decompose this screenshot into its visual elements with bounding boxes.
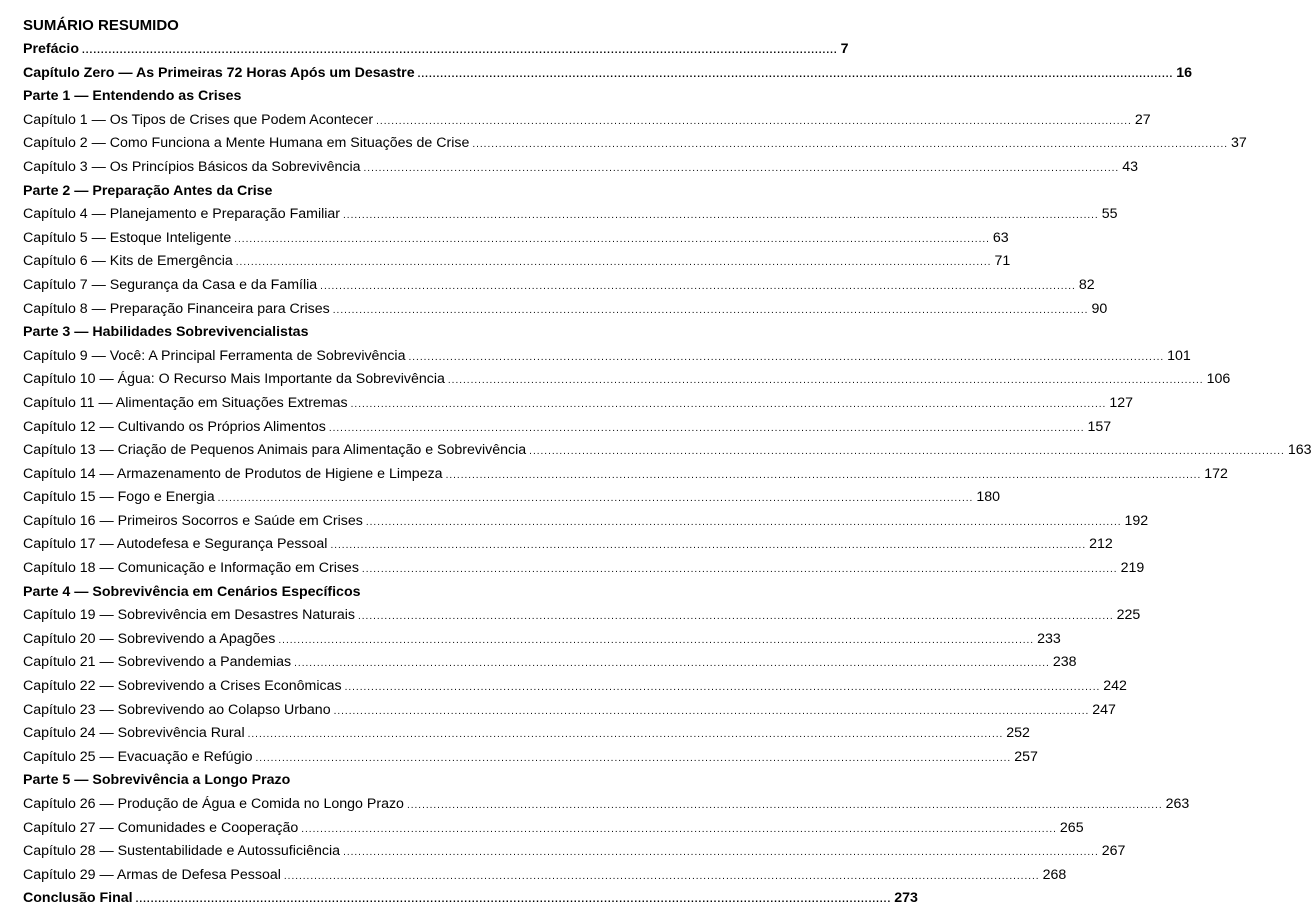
toc-entry-label: Capítulo 5 — Estoque Inteligente	[23, 229, 232, 246]
dot-leader: ........................................................................................................................................................................................................	[472, 139, 1229, 151]
toc-page-number: 252	[1006, 725, 1030, 742]
toc-entry[interactable]	[23, 463, 1228, 487]
dot-leader: ........................................................................................................................................................................................................	[343, 210, 1099, 222]
dot-leader: ........................................................................................................................................................................................................	[357, 611, 1114, 623]
toc-entry[interactable]	[23, 817, 1084, 841]
toc-entry[interactable]	[23, 557, 1145, 581]
toc-entry[interactable]	[23, 250, 1011, 274]
toc-page-number: 265	[1059, 819, 1084, 836]
toc-title: SUMÁRIO RESUMIDO	[23, 17, 179, 34]
toc-entry-label: Capítulo 27 — Comunidades e Cooperação	[23, 819, 299, 836]
dot-leader: ........................................................................................................................................................................................................	[363, 162, 1120, 174]
dot-leader: ........................................................................................................................................................................................................	[235, 257, 992, 269]
dot-leader: ........................................................................................................................................................................................................	[328, 422, 1085, 434]
dot-leader: ........................................................................................................................................................................................................	[408, 351, 1165, 363]
dot-leader: ........................................................................................................................................................................................................	[529, 446, 1285, 458]
table-of-contents	[23, 38, 1312, 911]
dot-leader: ........................................................................................................................................................................................................	[278, 634, 1035, 646]
toc-page-number: 157	[1087, 418, 1112, 435]
toc-part-heading[interactable]	[23, 321, 605, 345]
toc-entry-label: Capítulo 26 — Produção de Água e Comida no Longo Prazo	[23, 796, 404, 812]
toc-page-number: 267	[1101, 843, 1126, 860]
dot-leader: ........................................................................................................................................................................................................	[330, 540, 1087, 552]
toc-page-number: 43	[1122, 158, 1138, 175]
dot-leader: ........................................................................................................................................................................................................	[247, 729, 1004, 741]
toc-part-heading[interactable]	[23, 85, 605, 109]
toc-entry-label: Capítulo 29 — Armas de Defesa Pessoal	[23, 866, 281, 883]
toc-part-heading[interactable]	[23, 581, 605, 605]
dot-leader: ........................................................................................................................................................................................................	[320, 280, 1076, 292]
toc-entry[interactable]	[23, 345, 1191, 369]
toc-part-heading[interactable]	[23, 180, 605, 204]
toc-page-number: 192	[1124, 512, 1149, 529]
toc-entry[interactable]	[23, 132, 1247, 156]
toc-page-number: 225	[1116, 607, 1141, 624]
toc-page-number: 106	[1206, 371, 1231, 388]
toc-entry-label: Capítulo 7 — Segurança da Casa e da Família	[23, 276, 318, 293]
toc-page-number: 71	[994, 253, 1011, 270]
toc-page-number: 219	[1120, 560, 1145, 577]
toc-page-number: 16	[1176, 64, 1193, 81]
toc-entry-label: Capítulo 19 — Sobrevivência em Desastres Naturais	[23, 607, 355, 624]
toc-entry-label: Capítulo 15 — Fogo e Energia	[23, 489, 215, 506]
toc-entry-label: Capítulo 13 — Criação de Pequenos Animais para Alimentação e Sobrevivência	[23, 442, 527, 459]
toc-entry-label: Capítulo 4 — Planejamento e Preparação Familiar	[23, 206, 341, 223]
dot-leader: ........................................................................................................................................................................................................	[333, 705, 1090, 717]
toc-page-number: 268	[1042, 866, 1067, 883]
toc-entry-label: Capítulo 10 — Água: O Recurso Mais Importante da Sobrevivência	[23, 371, 445, 388]
toc-entry-label: Capítulo 20 — Sobrevivendo a Apagões	[23, 630, 276, 647]
toc-page-number: 233	[1037, 630, 1061, 647]
toc-page-number: 82	[1078, 276, 1095, 293]
toc-entry[interactable]	[23, 203, 1118, 227]
toc-entry-label: Parte 3 — Habilidades Sobrevivencialistas	[23, 324, 309, 341]
toc-entry-label: Parte 1 — Entendendo as Crises	[23, 88, 242, 105]
toc-entry[interactable]	[23, 368, 1231, 392]
toc-entry[interactable]	[23, 392, 1133, 416]
toc-page-number: 212	[1089, 536, 1113, 553]
toc-entry[interactable]	[23, 604, 1141, 628]
dot-leader: ........................................................................................................................................................................................................	[365, 516, 1122, 528]
toc-entry-label: Parte 5 — Sobrevivência a Longo Prazo	[23, 772, 291, 789]
toc-entry[interactable]	[23, 533, 1113, 557]
toc-entry-label: Capítulo 22 — Sobrevivendo a Crises Econômicas	[23, 678, 342, 695]
toc-entry-label: Capítulo 18 — Comunicação e Informação em Crises	[23, 560, 359, 577]
toc-entry[interactable]	[23, 510, 1149, 534]
toc-page-number: 63	[992, 229, 1009, 246]
toc-page-number: 37	[1231, 135, 1247, 152]
toc-entry[interactable]	[23, 416, 1112, 440]
toc-entry[interactable]	[23, 439, 1312, 463]
dot-leader: ........................................................................................................................................................................................................	[361, 564, 1118, 576]
toc-page-number: 257	[1014, 748, 1038, 765]
dot-leader: ........................................................................................................................................................................................................	[255, 752, 1012, 764]
toc-entry-label: Prefácio	[23, 41, 79, 57]
toc-entry-label: Capítulo 9 — Você: A Principal Ferramenta de Sobrevivência	[23, 347, 406, 364]
toc-entry-label: Capítulo 21 — Sobrevivendo a Pandemias	[23, 654, 292, 671]
dot-leader: ........................................................................................................................................................................................................	[294, 658, 1050, 670]
toc-entry[interactable]	[23, 887, 918, 911]
toc-entry-label: Capítulo 16 — Primeiros Socorros e Saúde em Crises	[23, 512, 363, 529]
document-page	[23, 14, 1312, 911]
toc-entry[interactable]	[23, 486, 1000, 510]
toc-entry[interactable]	[23, 109, 1151, 133]
toc-entry[interactable]	[23, 628, 1061, 652]
toc-entry-label: Capítulo 14 — Armazenamento de Produtos de Higiene e Limpeza	[23, 465, 443, 482]
dot-leader: ........................................................................................................................................................................................................	[283, 870, 1040, 882]
toc-entry[interactable]	[23, 156, 1138, 180]
dot-leader: ........................................................................................................................................................................................................	[301, 823, 1057, 835]
toc-entry-label: Capítulo 8 — Preparação Financeira para Crises	[23, 300, 330, 317]
toc-entry[interactable]	[23, 793, 1190, 817]
toc-entry[interactable]	[23, 722, 1030, 746]
dot-leader: ........................................................................................................................................................................................................	[343, 847, 1099, 859]
toc-entry-label: Capítulo 11 — Alimentação em Situações Extremas	[23, 394, 348, 411]
toc-page-number: 172	[1204, 465, 1228, 482]
toc-page-number: 180	[976, 489, 1000, 506]
toc-entry-label: Capítulo 12 — Cultivando os Próprios Alimentos	[23, 418, 326, 435]
toc-page-number: 101	[1167, 347, 1191, 364]
dot-leader: ........................................................................................................................................................................................................	[344, 682, 1101, 694]
toc-page-number: 27	[1134, 111, 1151, 128]
toc-entry-label: Capítulo 2 — Como Funciona a Mente Humana em Situações de Crise	[23, 135, 470, 152]
toc-entry[interactable]	[23, 675, 1127, 699]
toc-entry-label: Conclusão Final	[23, 890, 133, 907]
toc-entry-label: Parte 2 — Preparação Antes da Crise	[23, 182, 273, 199]
dot-leader: ........................................................................................................................................................................................................	[406, 800, 1163, 811]
toc-page-number: 273	[894, 890, 918, 907]
dot-leader: ........................................................................................................................................................................................................	[445, 469, 1202, 481]
toc-entry-label: Capítulo 6 — Kits de Emergência	[23, 253, 233, 270]
toc-page-number: 263	[1165, 796, 1190, 812]
toc-entry-label: Capítulo 17 — Autodefesa e Segurança Pessoal	[23, 536, 328, 553]
toc-page-number: 127	[1109, 394, 1133, 411]
toc-page-number: 163	[1287, 442, 1312, 459]
toc-page-number: 238	[1052, 654, 1077, 671]
dot-leader: ........................................................................................................................................................................................................	[350, 398, 1107, 410]
toc-part-heading[interactable]	[23, 769, 605, 793]
toc-page-number: 55	[1101, 206, 1118, 223]
dot-leader: ........................................................................................................................................................................................................	[332, 304, 1089, 316]
toc-entry-label: Capítulo 28 — Sustentabilidade e Autossuficiência	[23, 843, 341, 860]
dot-leader: ........................................................................................................................................................................................................	[82, 45, 838, 56]
toc-entry-label: Capítulo 23 — Sobrevivendo ao Colapso Urbano	[23, 701, 331, 718]
toc-entry[interactable]	[23, 274, 1095, 298]
toc-entry[interactable]	[23, 38, 849, 62]
toc-page-number: 247	[1092, 701, 1116, 718]
toc-entry-label: Capítulo 1 — Os Tipos de Crises que Podem Acontecer	[23, 111, 374, 128]
toc-entry[interactable]	[23, 62, 1193, 86]
toc-entry-label: Capítulo 24 — Sobrevivência Rural	[23, 725, 245, 742]
toc-page-number: 90	[1091, 300, 1108, 317]
toc-entry[interactable]	[23, 746, 1038, 770]
toc-page-number: 7	[840, 41, 849, 57]
dot-leader: ........................................................................................................................................................................................................	[234, 233, 990, 245]
toc-entry[interactable]	[23, 699, 1116, 723]
toc-entry[interactable]	[23, 227, 1009, 251]
dot-leader: ........................................................................................................................................................................................................	[217, 493, 974, 505]
toc-page-number: 242	[1103, 678, 1127, 695]
toc-entry-label: Parte 4 — Sobrevivência em Cenários Específicos	[23, 583, 361, 600]
toc-entry[interactable]	[23, 864, 1067, 888]
toc-entry[interactable]	[23, 298, 1108, 322]
toc-entry-label: Capítulo 25 — Evacuação e Refúgio	[23, 748, 253, 765]
toc-entry-label: Capítulo Zero — As Primeiras 72 Horas Após um Desastre	[23, 64, 415, 81]
dot-leader: ........................................................................................................................................................................................................	[417, 68, 1174, 80]
dot-leader: ........................................................................................................................................................................................................	[376, 115, 1132, 127]
dot-leader: ........................................................................................................................................................................................................	[135, 894, 892, 906]
toc-entry[interactable]	[23, 840, 1126, 864]
dot-leader: ........................................................................................................................................................................................................	[447, 375, 1204, 387]
toc-entry-label: Capítulo 3 — Os Princípios Básicos da Sobrevivência	[23, 158, 361, 175]
toc-entry[interactable]	[23, 651, 1077, 675]
